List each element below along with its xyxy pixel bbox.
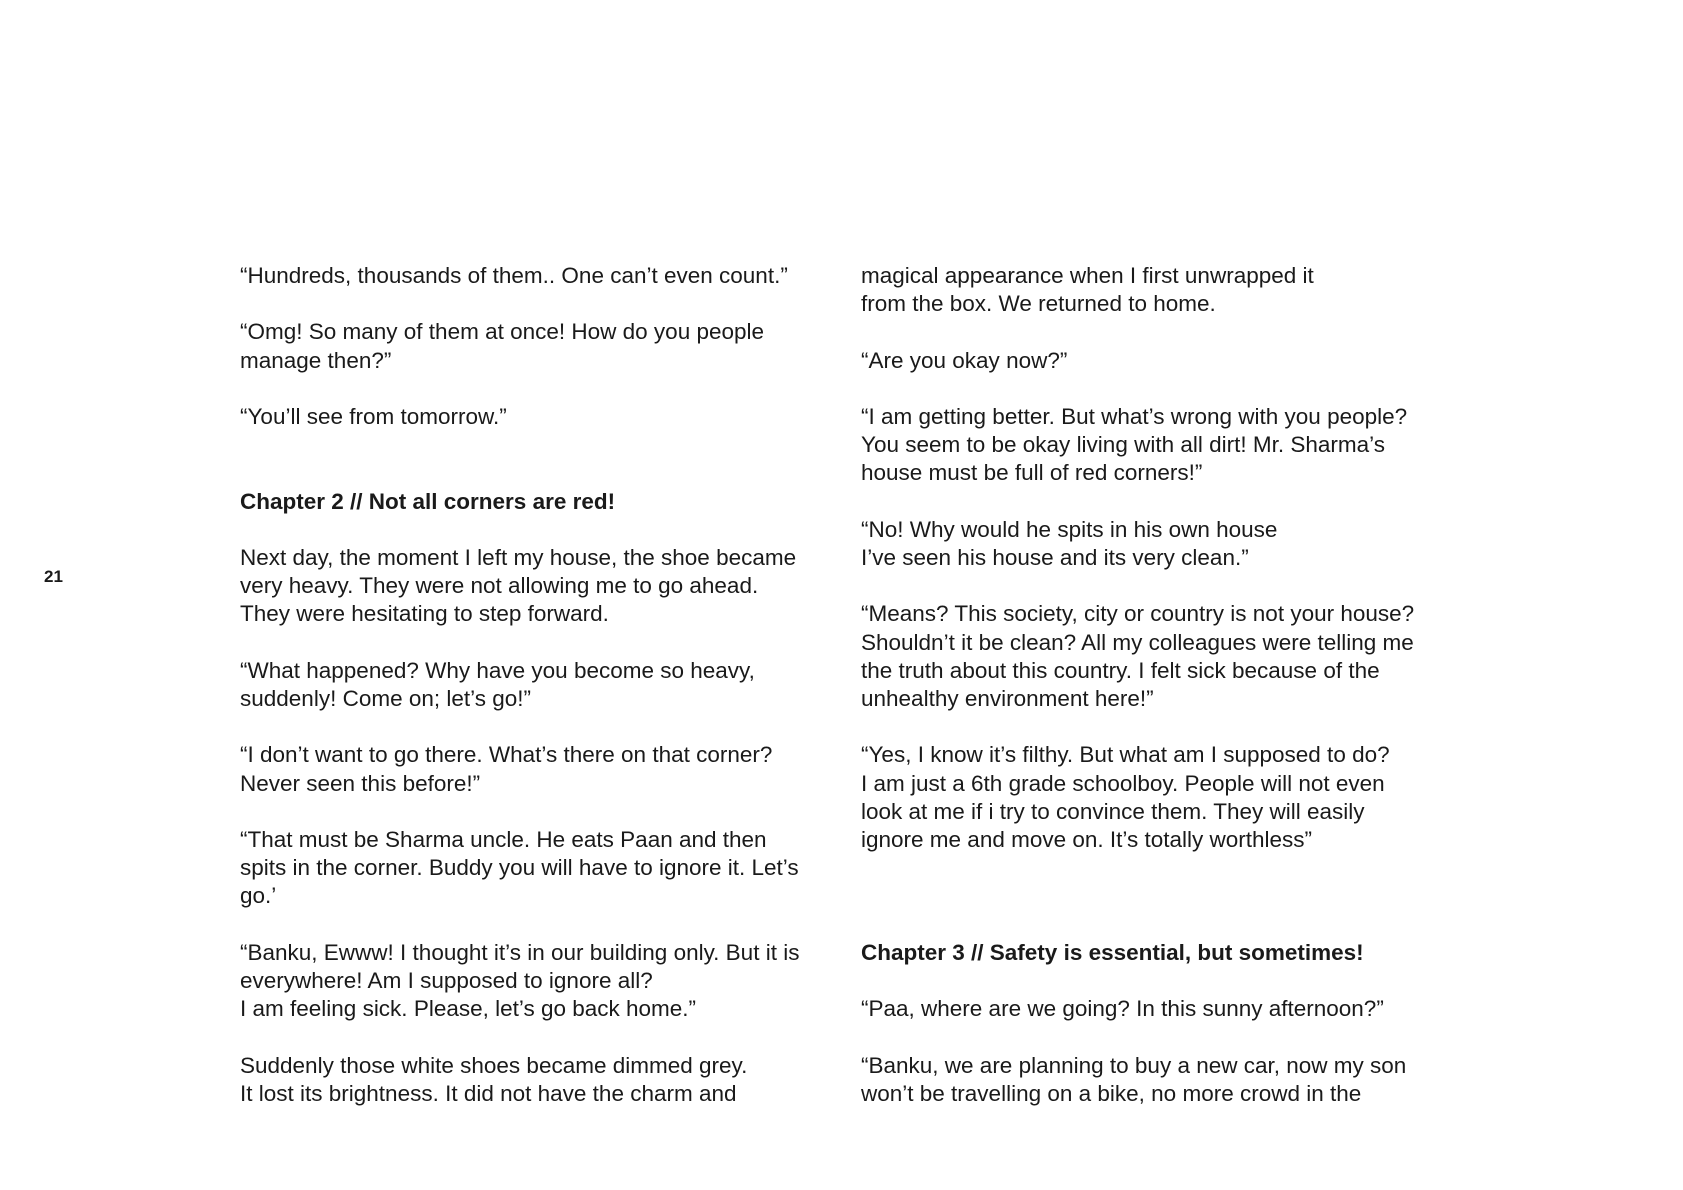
- paragraph: “Omg! So many of them at once! How do you people manage then?”: [240, 319, 765, 373]
- paragraph: “You’ll see from tomorrow.”: [240, 403, 507, 429]
- paragraph: “Yes, I know it’s filthy. But what am I supposed to do? I am just a 6th grade schoolboy. People will not even look at me if i try to convince them. They will easily ignore me and move on. It’s totally worthless”: [861, 742, 1390, 852]
- paragraph: “Hundreds, thousands of them.. One can’t even count.”: [240, 263, 788, 288]
- paragraph: Next day, the moment I left my house, the shoe became very heavy. They were not allowing me to go ahead. They were hesitating to step forward.: [240, 544, 797, 627]
- left-column: [240, 262, 840, 1136]
- paragraph: “What happened? Why have you become so heavy, suddenly! Come on; let’s go!”: [240, 657, 755, 711]
- paragraph: “I am getting better. But what’s wrong with you people? You seem to be okay living with all dirt! Mr. Sharma’s house must be full of red corners!”: [861, 403, 1408, 486]
- paragraph: “Are you okay now?”: [861, 347, 1068, 373]
- paragraph: “Banku, Ewww! I thought it’s in our building only. But it is everywhere! Am I supposed to ignore all? I am feeling sick. Please, let’s go back home.”: [240, 939, 800, 1022]
- chapter-heading: Chapter 2 // Not all corners are red!: [240, 488, 616, 514]
- page-number: 21: [44, 567, 63, 586]
- paragraph: magical appearance when I first unwrapped it from the box. We returned to home.: [861, 263, 1314, 317]
- paragraph: “I don’t want to go there. What’s there on that corner? Never seen this before!”: [240, 742, 773, 796]
- paragraph: “Means? This society, city or country is not your house? Shouldn’t it be clean? All my colleagues were telling me the truth about this country. I felt sick because of the unhealthy environment here!”: [861, 601, 1415, 711]
- paragraph: “That must be Sharma uncle. He eats Paan and then spits in the corner. Buddy you will have to ignore it. Let’s go.’: [240, 826, 799, 909]
- paragraph: “Banku, we are planning to buy a new car, now my son won’t be travelling on a bike, no more crowd in the: [861, 1052, 1407, 1106]
- paragraph: Suddenly those white shoes became dimmed grey. It lost its brightness. It did not have the charm and: [240, 1052, 748, 1106]
- paragraph: “Paa, where are we going? In this sunny afternoon?”: [861, 996, 1384, 1022]
- paragraph: “No! Why would he spits in his own house I’ve seen his house and its very clean.”: [861, 516, 1278, 570]
- right-column: [861, 262, 1461, 1136]
- chapter-heading: Chapter 3 // Safety is essential, but sometimes!: [861, 939, 1364, 965]
